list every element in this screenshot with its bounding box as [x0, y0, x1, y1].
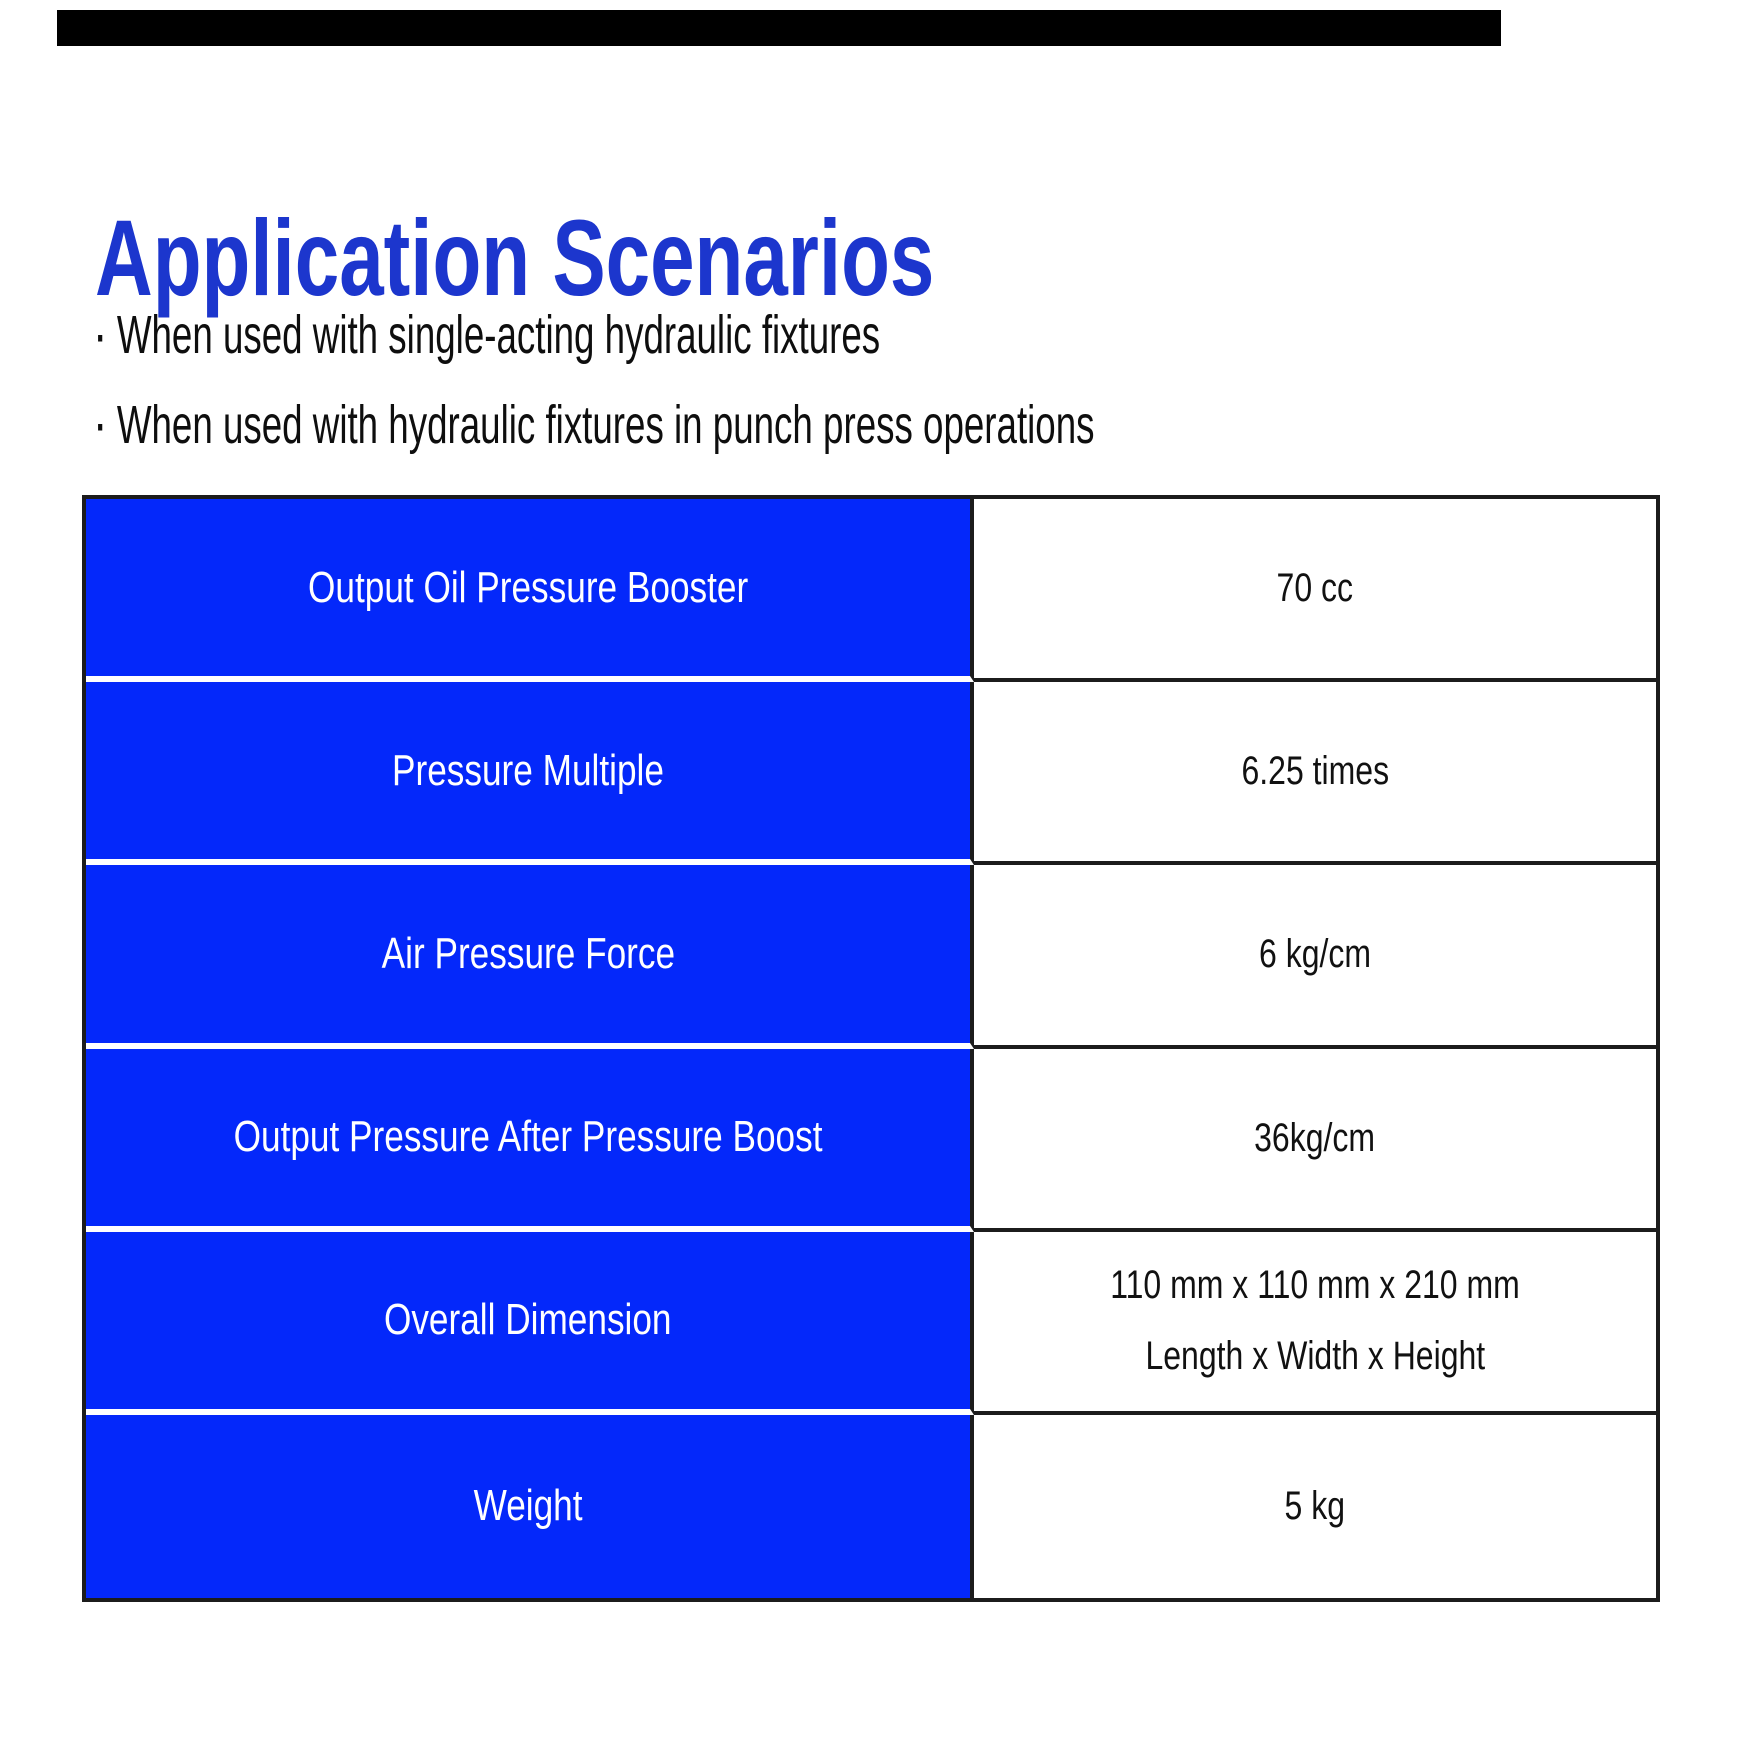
table-row: [86, 1232, 1656, 1415]
spec-value-cell: [974, 1049, 1656, 1232]
spec-value-line1: 110 mm x 110 mm x 210 mm: [1110, 1263, 1520, 1308]
spec-value: 6 kg/cm: [1258, 932, 1372, 977]
spec-label: Output Pressure After Pressure Boost: [233, 1112, 823, 1162]
spec-label-cell: [86, 1232, 974, 1415]
bullet-list: [96, 292, 1564, 471]
spec-value-cell: [974, 865, 1656, 1048]
spec-value-cell: [974, 499, 1656, 682]
spec-label-cell: [86, 1049, 974, 1232]
table-row: [86, 1049, 1656, 1232]
bullet-item: [96, 382, 1095, 472]
spec-value: 36kg/cm: [1254, 1115, 1376, 1160]
table-row: [86, 865, 1656, 1048]
bullet-dot: ·: [96, 403, 106, 453]
spec-label-cell: [86, 865, 974, 1048]
bullet-text: When used with hydraulic fixtures in punch press operations: [116, 394, 1095, 455]
spec-label: Weight: [473, 1481, 583, 1531]
spec-label: Overall Dimension: [384, 1295, 672, 1345]
spec-value-line2: Length x Width x Height: [1145, 1334, 1485, 1379]
spec-label-cell: [86, 499, 974, 682]
table-row: [86, 499, 1656, 682]
spec-value-cell: [974, 1415, 1656, 1598]
spec-value-cell: [974, 682, 1656, 865]
spec-table: [82, 495, 1660, 1602]
spec-label-cell: [86, 682, 974, 865]
bullet-dot: ·: [96, 313, 106, 363]
page-title: Application Scenarios: [95, 197, 935, 319]
bullet-item: [96, 292, 1095, 382]
spec-label: Pressure Multiple: [392, 745, 664, 795]
spec-label-cell: [86, 1415, 974, 1598]
spec-value: 6.25 times: [1241, 749, 1389, 794]
bullet-text: When used with single-acting hydraulic fixtures: [116, 305, 881, 365]
table-row: [86, 1415, 1656, 1598]
spec-value-cell: [974, 1232, 1656, 1415]
spec-label: Air Pressure Force: [381, 928, 675, 978]
spec-value-multiline: [1059, 1263, 1571, 1379]
spec-label: Output Oil Pressure Booster: [307, 562, 749, 612]
spec-value: 70 cc: [1276, 566, 1354, 611]
spec-value: 5 kg: [1284, 1483, 1346, 1528]
top-black-divider-bar: [57, 10, 1501, 46]
table-row: [86, 682, 1656, 865]
